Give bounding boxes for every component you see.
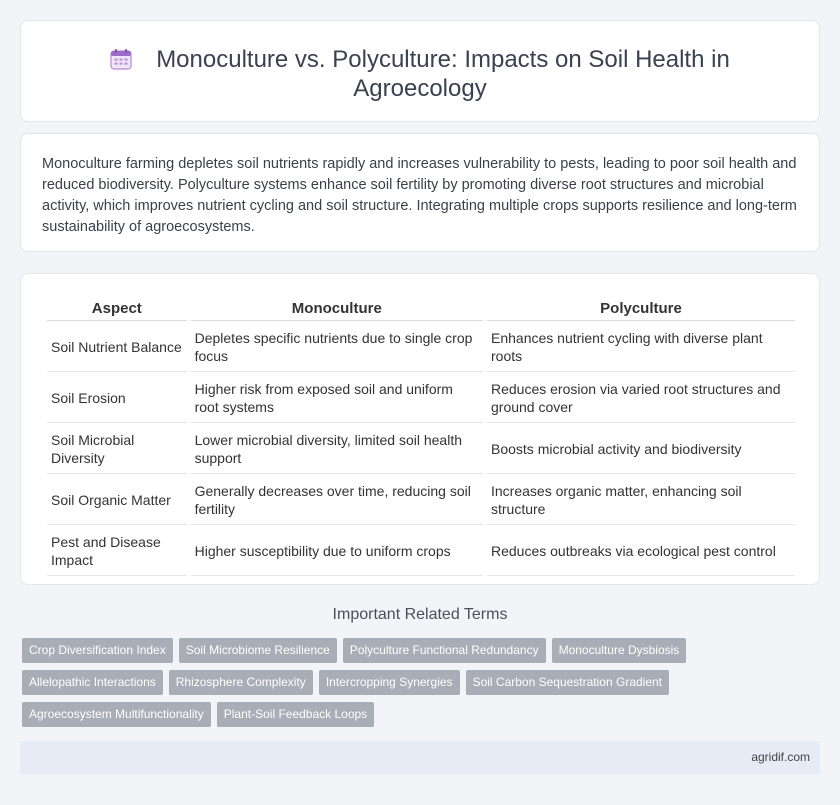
term-tag[interactable]: Crop Diversification Index (22, 638, 173, 663)
table-row (47, 425, 795, 474)
table-row (47, 374, 795, 423)
table-row (47, 323, 795, 372)
related-terms-heading: Important Related Terms (332, 606, 508, 623)
cell-aspect: Soil Microbial Diversity (47, 425, 187, 474)
cell-aspect: Soil Erosion (47, 374, 187, 423)
cell-polyculture: Reduces outbreaks via ecological pest control (487, 527, 795, 576)
cell-polyculture: Boosts microbial activity and biodiversity (487, 425, 795, 474)
term-tag[interactable]: Soil Microbiome Resilience (179, 638, 337, 663)
cell-monoculture: Depletes specific nutrients due to single crop focus (191, 323, 483, 372)
cell-monoculture: Generally decreases over time, reducing soil fertility (191, 476, 483, 525)
page-title (21, 45, 819, 103)
header-polyculture: Polyculture (487, 298, 795, 321)
cell-aspect: Soil Nutrient Balance (47, 323, 187, 372)
header-aspect: Aspect (47, 298, 187, 321)
term-tag[interactable]: Soil Carbon Sequestration Gradient (466, 670, 669, 695)
table-row (47, 476, 795, 525)
page-title-text: Monoculture vs. Polyculture: Impacts on Soil Health in Agroecology (156, 46, 730, 102)
term-tag[interactable]: Rhizosphere Complexity (169, 670, 313, 695)
cell-monoculture: Higher susceptibility due to uniform crops (191, 527, 483, 576)
table-row (47, 527, 795, 576)
calendar-icon (110, 48, 132, 70)
cell-polyculture: Enhances nutrient cycling with diverse plant roots (487, 323, 795, 372)
cell-polyculture: Increases organic matter, enhancing soil structure (487, 476, 795, 525)
footer-bar (20, 741, 820, 774)
term-tag[interactable]: Plant-Soil Feedback Loops (217, 702, 374, 727)
term-tag[interactable]: Allelopathic Interactions (22, 670, 163, 695)
title-card (20, 20, 820, 122)
comparison-table (43, 296, 799, 578)
cell-monoculture: Higher risk from exposed soil and uniform root systems (191, 374, 483, 423)
summary-card (20, 133, 820, 252)
cell-monoculture: Lower microbial diversity, limited soil health support (191, 425, 483, 474)
footer-site-link[interactable]: agridif.com (751, 750, 810, 764)
term-tag[interactable]: Agroecosystem Multifunctionality (22, 702, 211, 727)
term-tag[interactable]: Intercropping Synergies (319, 670, 460, 695)
cell-aspect: Pest and Disease Impact (47, 527, 187, 576)
header-monoculture: Monoculture (191, 298, 483, 321)
cell-polyculture: Reduces erosion via varied root structures and ground cover (487, 374, 795, 423)
term-tag[interactable]: Monoculture Dysbiosis (552, 638, 687, 663)
cell-aspect: Soil Organic Matter (47, 476, 187, 525)
term-tag[interactable]: Polyculture Functional Redundancy (343, 638, 546, 663)
comparison-table-card (20, 273, 820, 585)
summary-paragraph: Monoculture farming depletes soil nutrients rapidly and increases vulnerability to pests, leading to poor soil health and reduced biodiversity. Polyculture systems enhance soil fertility by promoting diverse root structures and microbial activity, which improves nutrient cycling and soil structure. Integrating multiple crops supports resilience and long-term sustainability of agroecosystems. (42, 156, 797, 235)
table-header-row (47, 298, 795, 321)
related-terms-list (22, 638, 722, 727)
